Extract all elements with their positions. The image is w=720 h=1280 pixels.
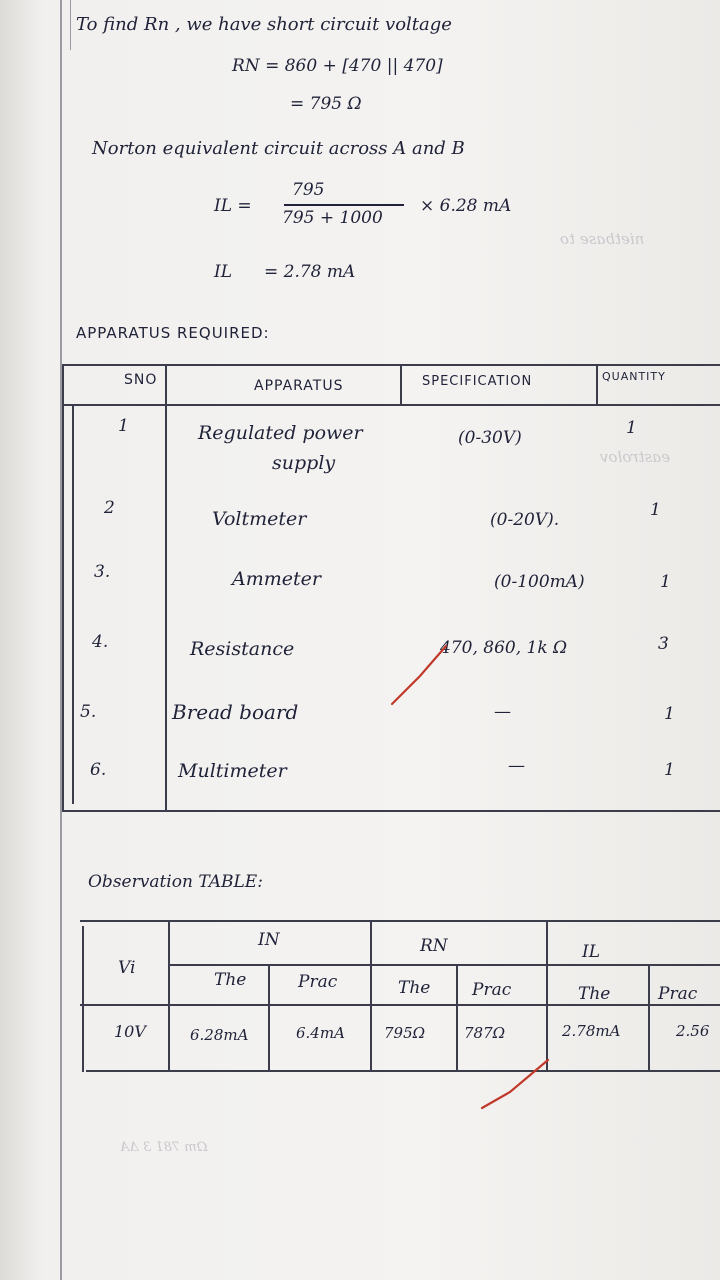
row-apparatus: Ammeter — [232, 568, 321, 590]
header-sno: SNO — [124, 372, 158, 388]
rn-equation: RN = 860 + [470 || 470] — [232, 56, 443, 76]
obs-rn-prac: 787Ω — [464, 1024, 506, 1042]
obs-header-in: IN — [258, 930, 280, 950]
row-apparatus-line2: supply — [272, 452, 336, 474]
norton-line: Norton equivalent circuit across A and B — [92, 138, 465, 159]
header-specification: SPECIFICATION — [422, 374, 533, 389]
row-qty: 1 — [660, 572, 671, 592]
obs-header-il: IL — [582, 942, 601, 962]
row-spec: 470, 860, 1k Ω — [440, 638, 568, 658]
bleed-through-text: eastrolov — [600, 448, 671, 466]
row-qty: 1 — [650, 500, 661, 520]
row-sno: 1 — [118, 416, 129, 436]
obs-sub-the: The — [398, 978, 431, 998]
obs-header-vi: Vi — [118, 958, 136, 978]
obs-sub-the: The — [578, 984, 611, 1004]
tick-mark-icon — [392, 646, 446, 704]
row-apparatus: Multimeter — [178, 760, 287, 782]
tick-mark-icon — [482, 1060, 548, 1108]
il-numerator: 795 — [292, 180, 325, 200]
obs-sub-prac: Prac — [658, 984, 698, 1004]
row-apparatus: Voltmeter — [212, 508, 307, 530]
row-sno: 4. — [92, 632, 109, 652]
obs-sub-prac: Prac — [298, 972, 338, 992]
obs-il-prac: 2.56 — [676, 1022, 710, 1040]
row-sno: 5. — [80, 702, 97, 722]
il-result-value: = 2.78 mA — [264, 262, 356, 282]
row-sno: 6. — [90, 760, 107, 780]
bleed-through-text: Ωm 781 3 ΔΑ — [120, 1140, 208, 1155]
il-denominator: 795 + 1000 — [282, 208, 383, 228]
obs-vi-value: 10V — [114, 1022, 146, 1041]
row-spec: (0-30V) — [458, 428, 522, 448]
observation-heading: Observation TABLE: — [88, 872, 263, 892]
row-qty: 1 — [664, 760, 675, 780]
obs-in-prac: 6.4mA — [296, 1024, 345, 1042]
obs-in-the: 6.28mA — [190, 1026, 249, 1044]
row-apparatus: Regulated power — [198, 422, 363, 444]
obs-sub-prac: Prac — [472, 980, 512, 1000]
row-spec: — — [508, 756, 525, 776]
rn-result: = 795 Ω — [290, 94, 362, 114]
obs-il-the: 2.78mA — [562, 1022, 621, 1040]
row-apparatus: Resistance — [190, 638, 295, 660]
il-multiplier: × 6.28 mA — [420, 196, 512, 216]
obs-sub-the: The — [214, 970, 247, 990]
row-sno: 3. — [94, 562, 111, 582]
bleed-through-text: nietbase to — [560, 230, 645, 248]
intro-line: To find Rn , we have short circuit voltage — [76, 14, 452, 35]
il-result-label: IL — [214, 262, 233, 282]
obs-header-rn: RN — [420, 936, 448, 956]
il-lhs: IL = — [214, 196, 252, 216]
row-spec: (0-20V). — [490, 510, 560, 530]
row-apparatus: Bread board — [172, 700, 299, 724]
row-qty: 1 — [664, 704, 675, 724]
apparatus-heading: APPARATUS REQUIRED: — [76, 324, 270, 342]
row-spec: (0-100mA) — [494, 572, 585, 592]
header-quantity: QUANTITY — [602, 370, 666, 383]
row-qty: 3 — [658, 634, 669, 654]
header-apparatus: APPARATUS — [254, 378, 344, 394]
row-sno: 2 — [104, 498, 115, 518]
row-qty: 1 — [626, 418, 637, 438]
row-spec: — — [494, 702, 511, 722]
obs-rn-the: 795Ω — [384, 1024, 426, 1042]
